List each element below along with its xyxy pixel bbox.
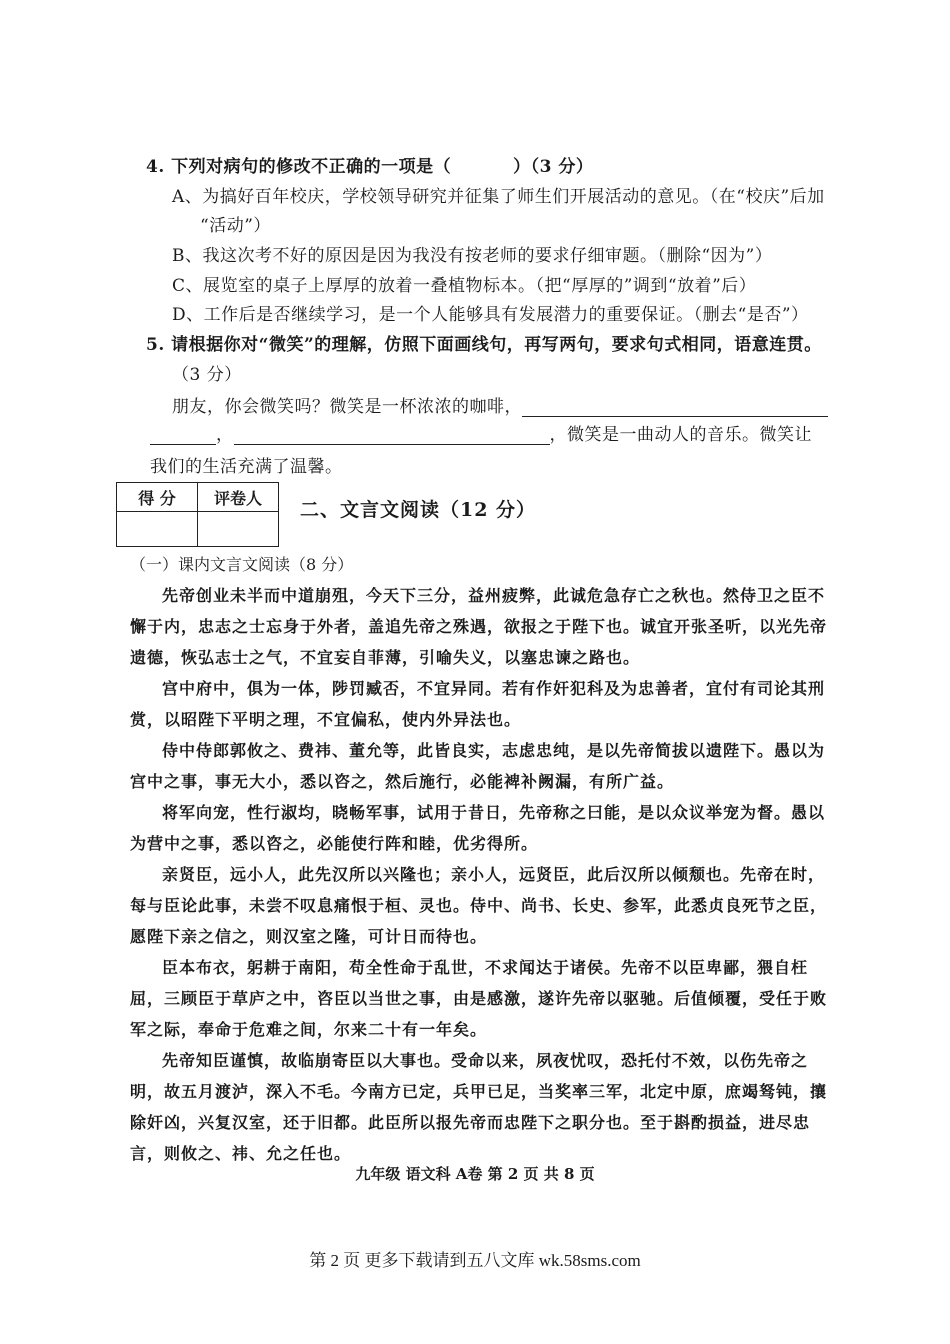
grader-label: 评卷人 bbox=[198, 483, 279, 512]
q4-option-d: D、工作后是否继续学习，是一个人能够具有发展潜力的重要保证。（删去“是否”） bbox=[172, 305, 809, 325]
q4-stem-text: 4. 下列对病句的修改不正确的一项是（ bbox=[146, 157, 452, 177]
q5-line1 bbox=[172, 392, 828, 417]
page-footer: 九年级 语文科 A卷 第 2 页 共 8 页 bbox=[355, 1165, 595, 1183]
download-caption: 第 2 页 更多下载请到五八文库 wk.58sms.com bbox=[309, 1251, 641, 1270]
q5-blank-1[interactable] bbox=[522, 398, 828, 417]
sub-title: （一）课内文言文阅读（8 分） bbox=[130, 555, 354, 574]
q4-stem-end: ）（3 分） bbox=[513, 157, 594, 177]
score-cell[interactable] bbox=[117, 512, 198, 547]
q5-blank-3[interactable] bbox=[234, 426, 550, 445]
passage-paragraph: 侍中侍郎郭攸之、费祎、董允等，此皆良实，志虑忠纯，是以先帝简拔以遗陛下。愚以为宫中之事，事无大小，悉以咨之，然后施行，必能裨补阙漏，有所广益。 bbox=[130, 741, 826, 791]
q5-line1-text: 朋友，你会微笑吗？微笑是一杯浓浓的咖啡， bbox=[172, 397, 522, 417]
grader-cell[interactable] bbox=[198, 512, 279, 547]
passage-paragraph: 先帝创业未半而中道崩殂，今天下三分，益州疲弊，此诚危急存亡之秋也。然侍卫之臣不懈于内，忠志之士忘身于外者，盖追先帝之殊遇，欲报之于陛下也。诚宜开张圣听，以光先帝遗德，恢弘志士之气，不宜妄自菲薄，引喻失义，以塞忠谏之路也。 bbox=[130, 586, 828, 667]
section-title: 二、文言文阅读（12 分） bbox=[300, 499, 537, 521]
q5-line3: 我们的生活充满了温馨。 bbox=[150, 457, 343, 477]
q4-option-c: C、展览室的桌子上厚厚的放着一叠植物标本。（把“厚厚的”调到“放着”后） bbox=[172, 276, 757, 296]
q5-blank-2[interactable] bbox=[150, 426, 216, 445]
passage-paragraph: 亲贤臣，远小人，此先汉所以兴隆也；亲小人，远贤臣，此后汉所以倾颓也。先帝在时，每与臣论此事，未尝不叹息痛恨于桓、灵也。侍中、尚书、长史、参军，此悉贞良死节之臣，愿陛下亲之信之，则汉室之隆，可计日而待也。 bbox=[130, 865, 828, 946]
passage-paragraph: 宫中府中，俱为一体，陟罚臧否，不宜异同。若有作奸犯科及为忠善者，宜付有司论其刑赏，以昭陛下平明之理，不宜偏私，使内外异法也。 bbox=[130, 679, 826, 729]
passage-paragraph: 臣本布衣，躬耕于南阳，苟全性命于乱世，不求闻达于诸侯。先帝不以臣卑鄙，猥自枉屈，三顾臣于草庐之中，咨臣以当世之事，由是感激，遂许先帝以驱驰。后值倾覆，受任于败军之际，奉命于危难之间，尔来二十有一年矣。 bbox=[130, 958, 828, 1039]
score-box bbox=[116, 482, 279, 547]
q5-stem: 5. 请根据你对“微笑”的理解，仿照下面画线句，再写两句，要求句式相同，语意连贯。 bbox=[146, 335, 822, 355]
q4-option-a: A、为搞好百年校庆，学校领导研究并征集了师生们开展活动的意见。（在“校庆”后加 bbox=[172, 187, 825, 207]
q4-stem bbox=[146, 152, 593, 177]
q5-line2-end: ，微笑是一曲动人的音乐。微笑让 bbox=[549, 425, 812, 445]
passage-paragraph: 将军向宠，性行淑均，晓畅军事，试用于昔日，先帝称之曰能，是以众议举宠为督。愚以为营中之事，悉以咨之，必能使行阵和睦，优劣得所。 bbox=[130, 803, 826, 853]
q5-line2-sep: ， bbox=[216, 425, 234, 445]
passage-paragraph: 先帝知臣谨慎，故临崩寄臣以大事也。受命以来，夙夜忧叹，恐托付不效，以伤先帝之明，故五月渡泸，深入不毛。今南方已定，兵甲已足，当奖率三军，北定中原，庶竭驽钝，攘除奸凶，兴复汉室，还于旧都。此臣所以报先帝而忠陛下之职分也。至于斟酌损益，进尽忠言，则攸之、祎、允之任也。 bbox=[130, 1051, 828, 1163]
q5-points: （3 分） bbox=[172, 365, 242, 385]
passage bbox=[130, 580, 830, 1169]
q4-option-a-cont: “活动”） bbox=[200, 216, 271, 236]
q5-line2 bbox=[150, 420, 812, 445]
score-label: 得 分 bbox=[117, 483, 198, 512]
q4-option-b: B、我这次考不好的原因是因为我没有按老师的要求仔细审题。（删除“因为”） bbox=[172, 246, 773, 266]
